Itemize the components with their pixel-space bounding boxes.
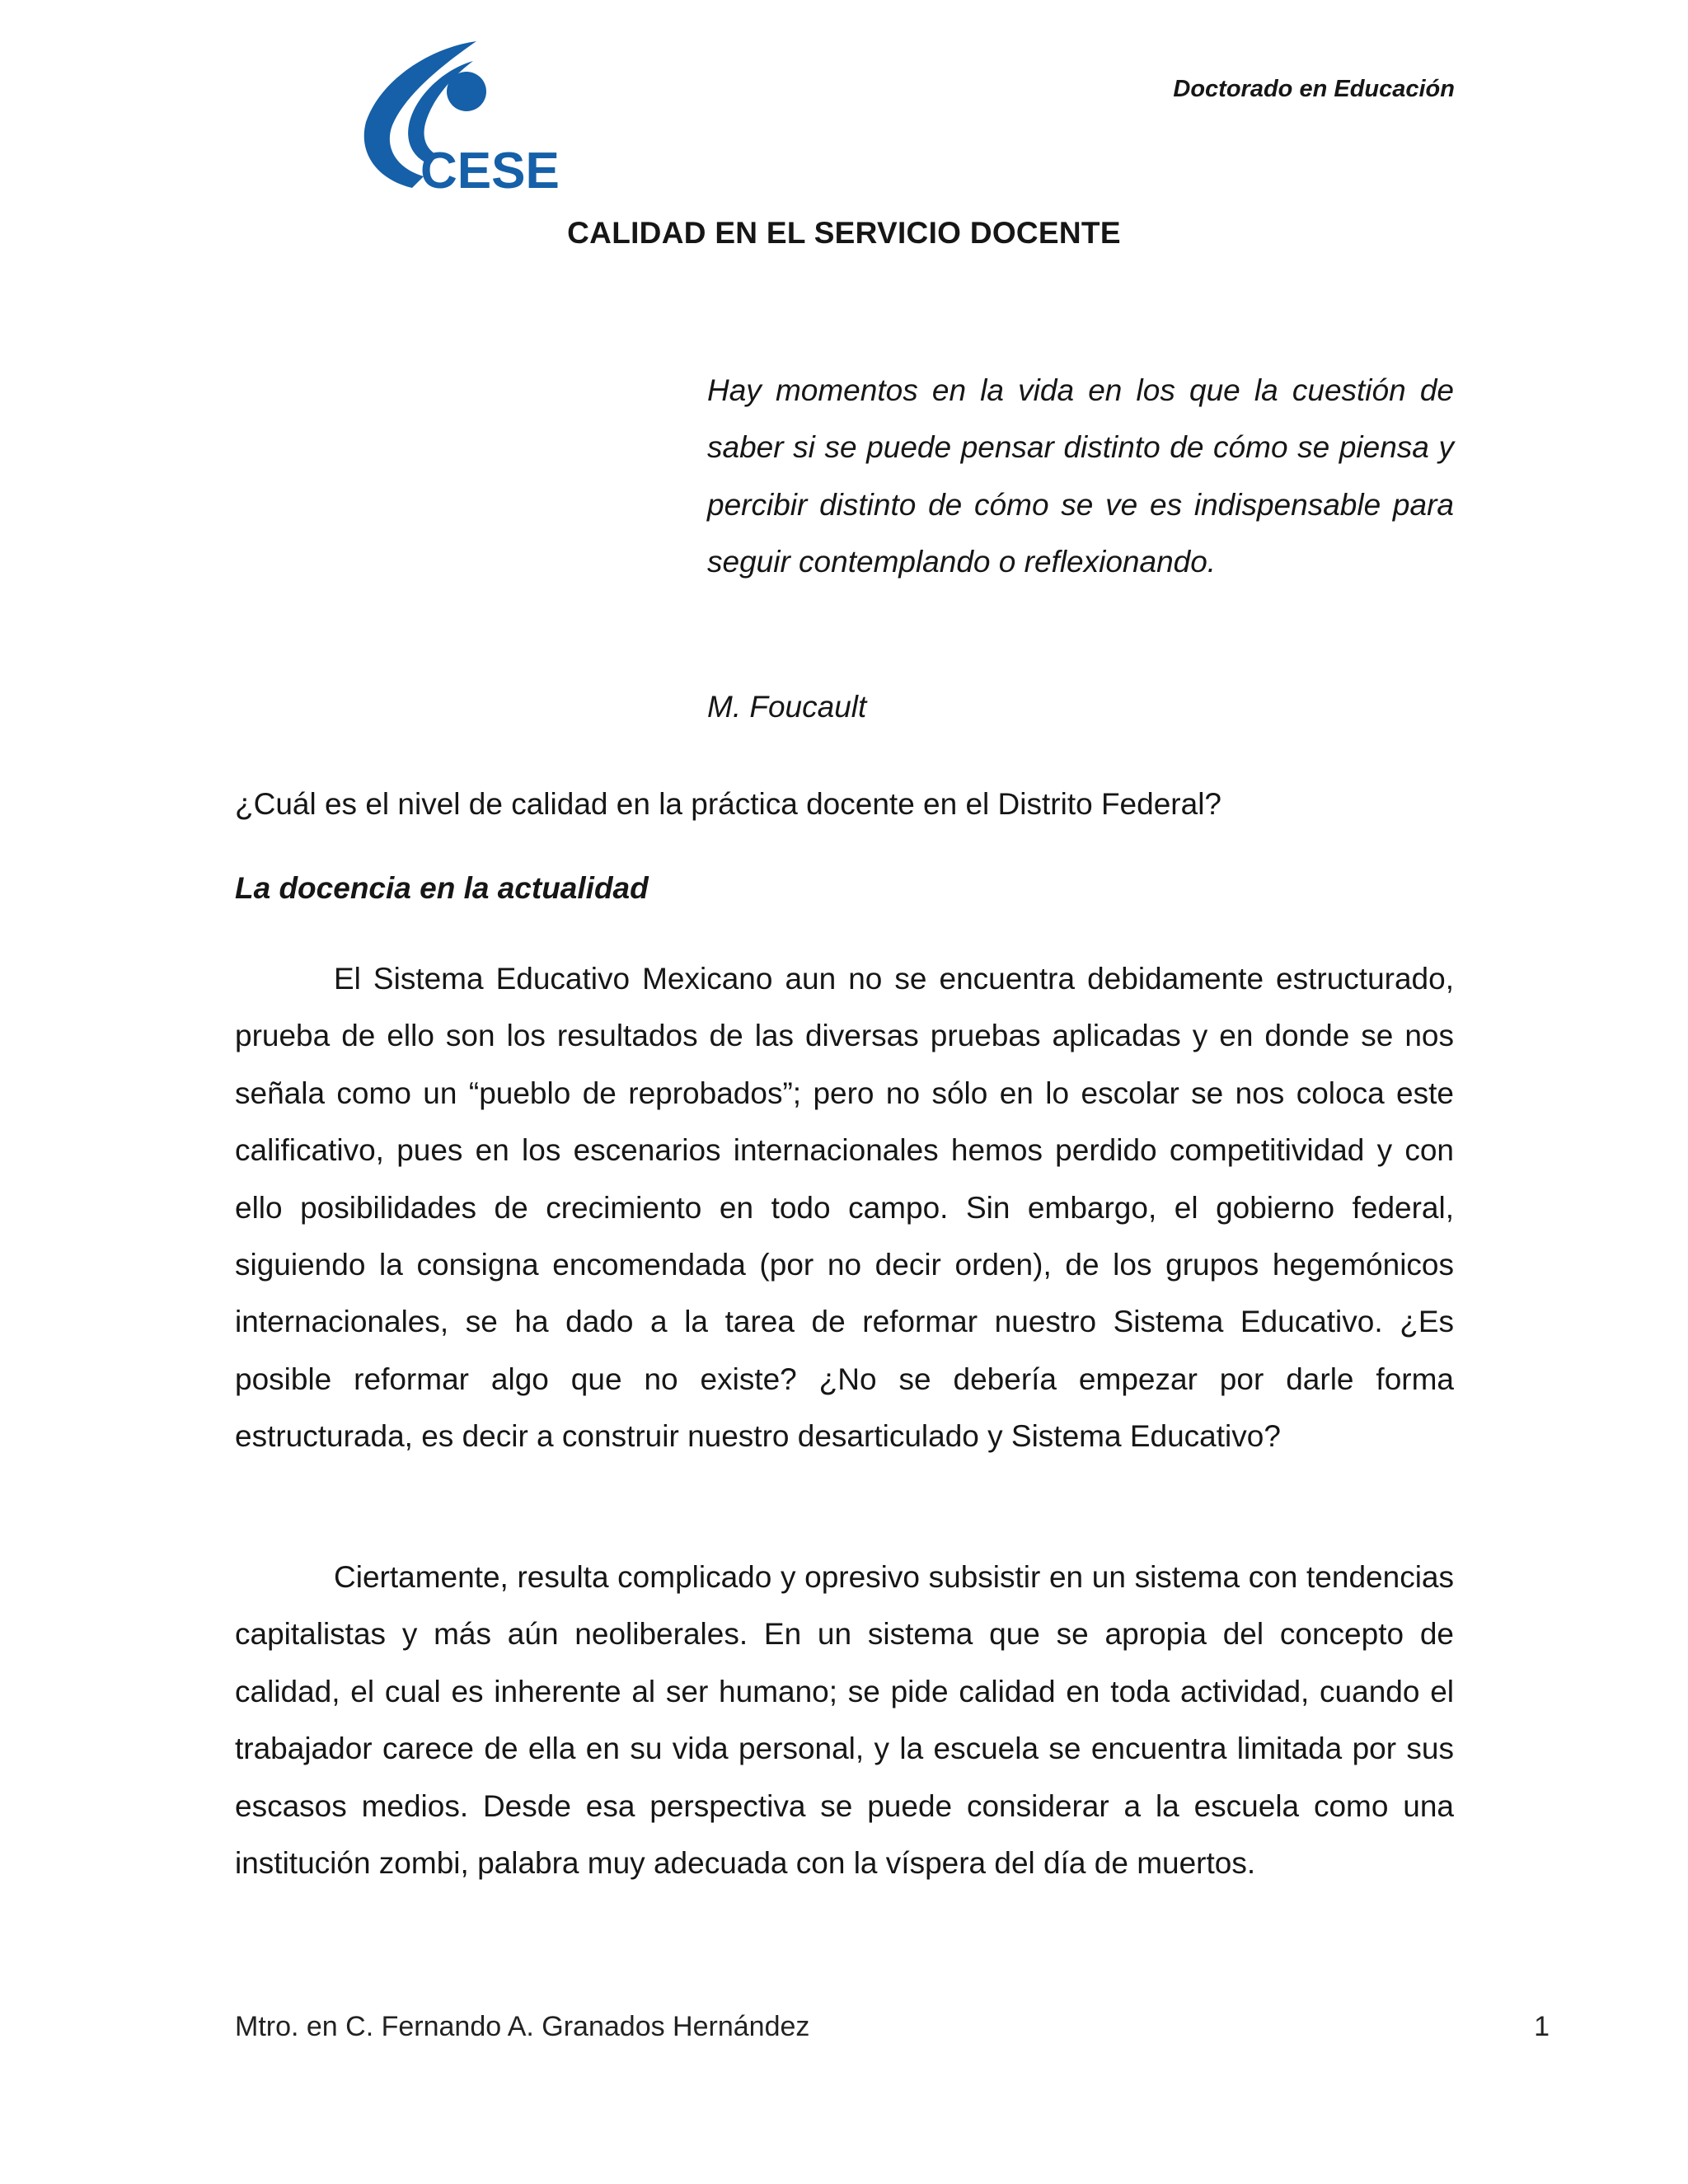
cese-wordmark: CESE [420, 143, 560, 192]
epigraph-author: M. Foucault [707, 690, 867, 724]
body-paragraph: Ciertamente, resulta complicado y opresivo subsistir en un sistema con tendencias capitalistas y más aún neoliberales. En un sistema que se apropia del concepto de calidad, el cual es inherente al ser humano; se pide calidad en toda actividad, cuando el trabajador carece de ella en su vida personal, y la escuela se encuentra limitada por sus escasos medios. Desde esa perspectiva se puede considerar a la escuela como una institución zombi, palabra muy adecuada con la víspera del día de muertos. [235, 1560, 1454, 1881]
section-heading: La docencia en la actualidad [235, 871, 649, 905]
footer-author: Mtro. en C. Fernando A. Granados Hernández [235, 2011, 810, 2042]
document-title: CALIDAD EN EL SERVICIO DOCENTE [567, 216, 1121, 250]
page-number: 1 [1534, 2011, 1550, 2042]
research-question: ¿Cuál es el nivel de calidad en la práctica docente en el Distrito Federal? [235, 787, 1221, 821]
epigraph-quote: Hay momentos en la vida en los que la cuestión de saber si se puede pensar distinto de cómo se piensa y percibir distinto de cómo se ve es indispensable para seguir contemplando o reflexionando. [707, 373, 1454, 579]
cese-logo [363, 40, 560, 192]
cese-logo-icon [363, 40, 560, 192]
body-paragraph: El Sistema Educativo Mexicano aun no se encuentra debidamente estructurado, prueba de ello son los resultados de las diversas pruebas aplicadas y en donde se nos señala como un “pueblo de reprobados”; pero no sólo en lo escolar se nos coloca este calificativo, pues en los escenarios internacionales hemos perdido competitividad y con ello posibilidades de crecimiento en todo campo. Sin embargo, el gobierno federal, siguiendo la consigna encomendada (por no decir orden), de los grupos hegemónicos internacionales, se ha dado a la tarea de reformar nuestro Sistema Educativo. ¿Es posible reformar algo que no existe? ¿No se debería empezar por darle forma estructurada, es decir a construir nuestro desarticulado y Sistema Educativo? [235, 962, 1454, 1454]
program-header: Doctorado en Educación [1173, 76, 1455, 102]
